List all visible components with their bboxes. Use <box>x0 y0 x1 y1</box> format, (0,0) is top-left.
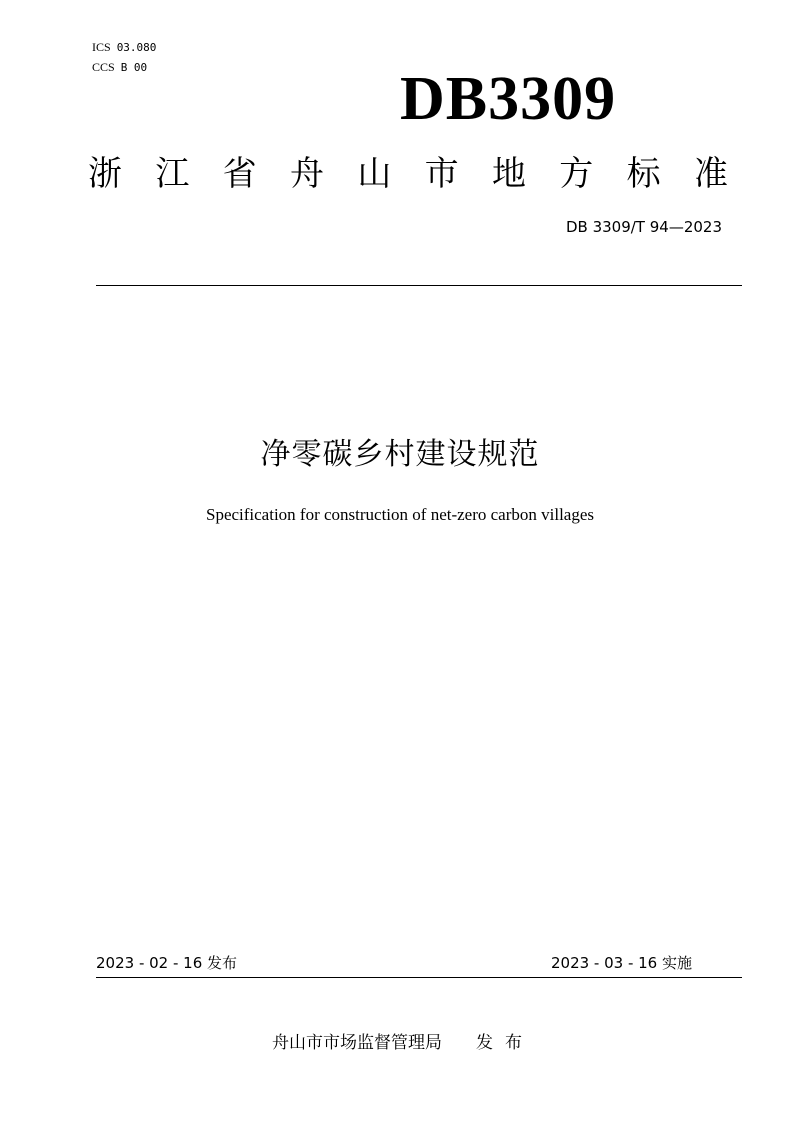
document-title: 净零碳乡村建设规范 <box>260 437 540 472</box>
standard-title-char: 标 <box>626 154 661 194</box>
effective-date: 2023 - 03 - 16 实施 <box>550 954 692 972</box>
document-english-title: Specification for construction of net-zero carbon villages <box>205 505 595 524</box>
ccs-code <box>92 60 147 75</box>
standard-title-char: 准 <box>693 154 728 194</box>
issuer-line <box>272 1031 534 1055</box>
ics-label: ICS <box>92 40 111 54</box>
ics-value: 03.080 <box>116 41 157 54</box>
publish-date: 2023 - 02 - 16 发布 <box>96 954 238 972</box>
standard-title-char: 地 <box>491 154 526 194</box>
standard-title-char: 江 <box>155 154 190 194</box>
ics-code <box>92 40 156 55</box>
standard-title-char: 市 <box>424 154 459 194</box>
standard-title-char: 舟 <box>289 154 324 194</box>
standard-code: DB3309 <box>400 65 617 133</box>
issuer-name: 舟山市市场监督管理局 <box>272 1033 442 1053</box>
standard-title-char: 方 <box>559 154 594 194</box>
standard-title-char: 浙 <box>88 154 122 194</box>
footer-divider <box>96 977 742 978</box>
standard-type-title <box>88 150 728 198</box>
standard-number: DB 3309/T 94—2023 <box>565 218 722 236</box>
ccs-value: B 00 <box>120 61 148 74</box>
header-divider <box>96 285 742 286</box>
ccs-label: CCS <box>92 60 115 74</box>
issuer-action: 发布 <box>476 1033 534 1053</box>
standard-title-char: 山 <box>357 154 392 194</box>
standard-title-char: 省 <box>222 154 257 194</box>
